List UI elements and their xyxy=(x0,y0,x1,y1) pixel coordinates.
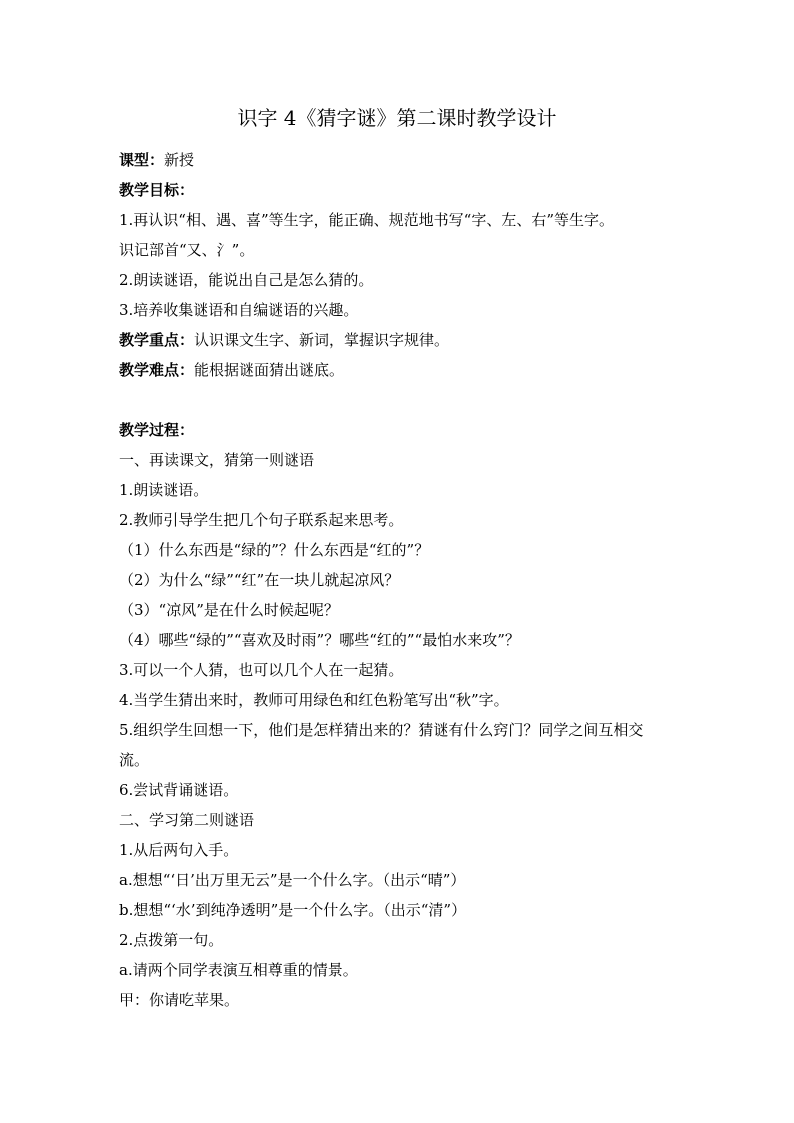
lesson-type-label: 课型： xyxy=(119,151,165,169)
difficulty-line xyxy=(119,355,679,385)
section-heading-1: 一、再读课文，猜第一则谜语 xyxy=(119,451,315,469)
page-title: 识字 4《猜字谜》第二课时教学设计 xyxy=(237,106,557,130)
difficulty-label: 教学难点： xyxy=(119,361,195,379)
section-heading-2: 二、学习第二则谜语 xyxy=(119,811,255,829)
goal-line: 2.朗读谜语，能说出自己是怎么猜的。 xyxy=(119,271,374,289)
process-question: （3）“凉风”是在什么时候起呢？ xyxy=(119,601,339,619)
goal-line: 3.培养收集谜语和自编谜语的兴趣。 xyxy=(119,301,359,319)
process-line: 1.朗读谜语。 xyxy=(119,481,209,499)
process-line: 2.点拨第一句。 xyxy=(119,931,224,949)
process-line: 5.组织学生回想一下，他们是怎样猜出来的？猜谜有什么窍门？同学之间互相交 xyxy=(119,721,644,739)
goals-heading: 教学目标： xyxy=(119,181,195,199)
process-line: 6.尝试背诵谜语。 xyxy=(119,781,239,799)
process-line: 2.教师引导学生把几个句子联系起来思考。 xyxy=(119,511,404,529)
lesson-type-line xyxy=(119,145,679,175)
key-points-label: 教学重点： xyxy=(119,331,195,349)
process-line: b.想想“‘水’到纯净透明”是一个什么字。（出示“清”） xyxy=(119,901,467,919)
process-question: （4）哪些“绿的”“喜欢及时雨”？哪些“红的”“最怕水来攻”？ xyxy=(119,631,520,649)
process-line: 3.可以一个人猜，也可以几个人在一起猜。 xyxy=(119,661,404,679)
process-line: 1.从后两句入手。 xyxy=(119,841,239,859)
process-line: 流。 xyxy=(119,751,150,769)
process-line: 4.当学生猜出来时，教师可用绿色和红色粉笔写出“秋”字。 xyxy=(119,691,509,709)
goal-line: 识记部首“又、氵”。 xyxy=(119,241,255,259)
document-body xyxy=(119,145,679,1015)
process-line: a.想想“‘日’出万里无云”是一个什么字。（出示“晴”） xyxy=(119,871,466,889)
process-line: 甲：你请吃苹果。 xyxy=(119,991,240,1009)
process-heading: 教学过程： xyxy=(119,421,195,439)
goal-line: 1.再认识“相、遇、喜”等生字，能正确、规范地书写“字、左、右”等生字。 xyxy=(119,211,614,229)
key-points-line xyxy=(119,325,679,355)
process-question: （1）什么东西是“绿的”？什么东西是“红的”？ xyxy=(119,541,430,559)
difficulty-value: 能根据谜面猜出谜底。 xyxy=(194,361,345,379)
process-line: a.请两个同学表演互相尊重的情景。 xyxy=(119,961,358,979)
spacer xyxy=(119,385,679,415)
lesson-type-value: 新授 xyxy=(164,151,195,169)
process-question: （2）为什么“绿”“红”在一块儿就起凉风？ xyxy=(119,571,400,589)
key-points-value: 认识课文生字、新词，掌握识字规律。 xyxy=(194,331,450,349)
